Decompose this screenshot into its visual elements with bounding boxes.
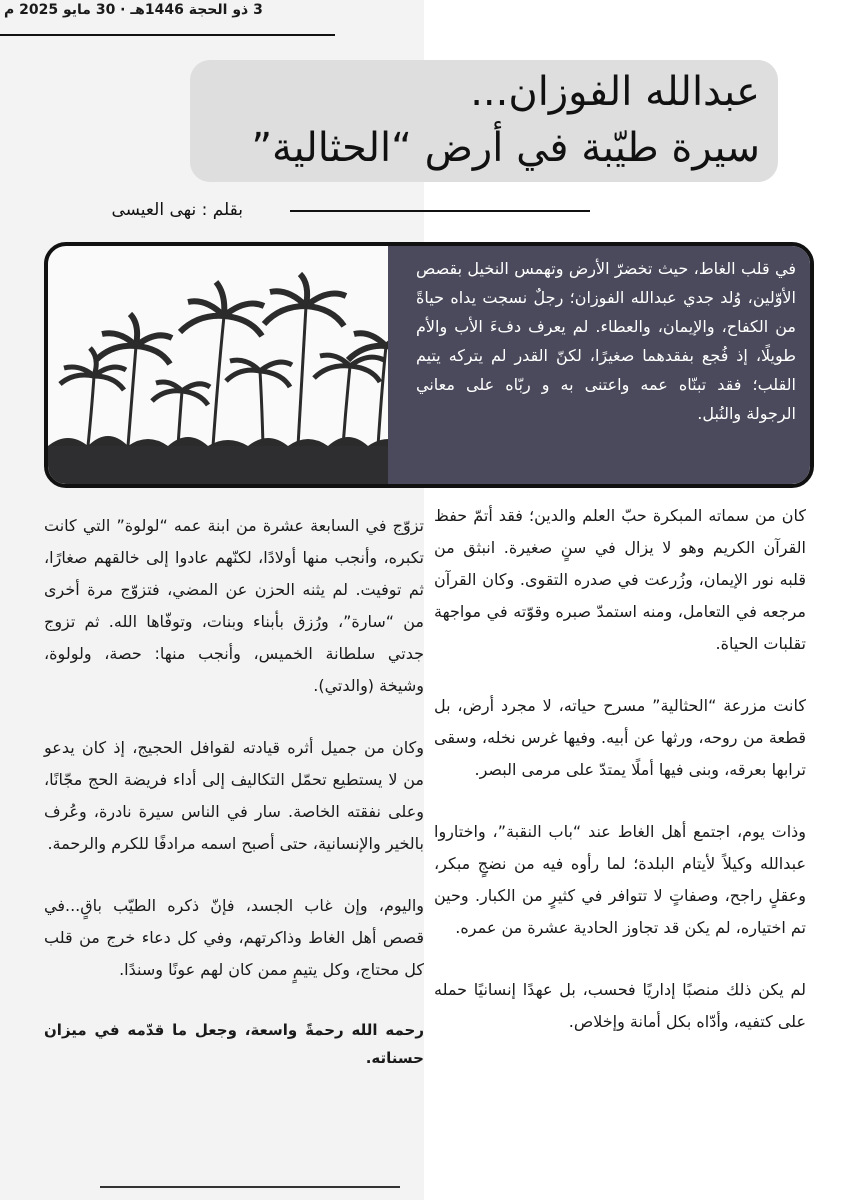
left-column	[44, 510, 424, 1102]
paragraph: لم يكن ذلك منصبًا إداريًا فحسب، بل عهدًا إنسانيًا حمله على كتفيه، وأدّاه بكل أمانة وإخلاص.	[434, 980, 806, 1031]
title-line-2: سيرة طيّبة في أرض “الحثالية”	[251, 125, 760, 171]
publication-date: 3 ذو الحجة 1446هـ · 30 مايو 2025 م	[4, 2, 263, 18]
paragraph: كانت مزرعة “الحثالية” مسرح حياته، لا مجرد أرض، بل قطعة من روحه، ورثها عن أبيه. وفيها غرس نخله، وسقى ترابها بعرقه، وبنى فيها أملًا يمتدّ على مرمى البصر.	[434, 696, 806, 779]
intro-box	[44, 242, 814, 488]
paragraph: واليوم، وإن غاب الجسد، فإنّ ذكره الطيّب باقٍ...في قصص أهل الغاط وذاكرتهم، وفي كل دعاء خرج من قلب كل محتاج، وكل يتيمٍ ممن كان لهم عونًا وسندًا.	[44, 896, 424, 979]
title-box	[190, 60, 778, 182]
right-column	[434, 500, 806, 1068]
paragraph: وذات يوم، اجتمع أهل الغاط عند “باب النقبة”، واختاروا عبدالله وكيلاً لأيتام البلدة؛ لما رأوه فيه من نضجٍ مبكر، وعقلٍ راجح، وصفاتٍ لا تتوافر في كثيرٍ من الكبار. وحين تم اختياره، لم يكن قد تجاوز الحادية عشرة من عمره.	[434, 822, 806, 937]
paragraph: تزوّج في السابعة عشرة من ابنة عمه “لولوة” التي كانت تكبره، وأنجب منها أولادًا، لكنّهم عادوا إلى خالقهم صغارًا، ثم توفيت. لم يثنه الحزن عن المضي، فتزوّج مرة أخرى من “سارة”، ورُزق بأبناء وبنات، وتوفّاها الله. ثم تزوج جدتي سلطانة الخميس، وأنجب منها: حصة، ولولوة، وشيخة (والدتي).	[44, 516, 424, 695]
closing-prayer: رحمه الله رحمةً واسعة، وجعل ما قدّمه في ميزان حسناته.	[44, 1021, 424, 1067]
paragraph: وكان من جميل أثره قيادته لقوافل الحجيج، إذ كان يدعو من لا يستطيع تحمّل التكاليف إلى أداء فريضة الحج مجّانًا، وعلى نفقته الخاصة. سار في الناس سيرة نادرة، وعُرف بالخير والإنسانية، حتى أصبح اسمه مرادفًا للكرم والرحمة.	[44, 738, 424, 853]
author-divider	[290, 210, 590, 212]
author-byline: بقلم : نهى العيسى	[111, 200, 243, 220]
date-divider	[0, 34, 335, 36]
bottom-divider	[100, 1186, 400, 1188]
title-line-1: عبدالله الفوزان...	[470, 69, 760, 115]
paragraph: كان من سماته المبكرة حبّ العلم والدين؛ فقد أتمّ حفظ القرآن الكريم وهو لا يزال في سنٍ صغيرة. انبثق من قلبه نور الإيمان، وزُرعت في صدره التقوى. وكان القرآن مرجعه في التعامل، ومنه استمدّ صبره وقوّته في مواجهة تقلبات الحياة.	[434, 506, 806, 653]
intro-paragraph: في قلب الغاط، حيث تخضرّ الأرض وتهمس النخيل بقصص الأوّلين، وُلد جدي عبدالله الفوزان؛ رجلٌ نسجت يداه حياةً من الكفاح، والإيمان، والعطاء. لم يعرف دفءَ الأب والأم طويلًا، إذ فُجع بفقدهما صغيرًا، لكنّ القدر لم يتركه يتيم القلب؛ فقد تبنّاه عمه واعتنى به و ربّاه على معاني الرجولة والنُبل.	[416, 259, 796, 423]
